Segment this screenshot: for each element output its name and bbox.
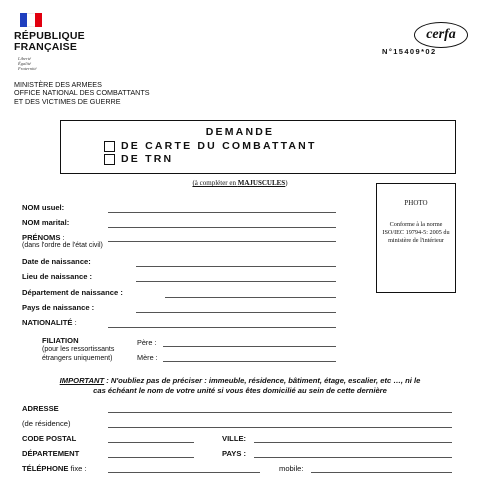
lieu-naissance-field[interactable] xyxy=(136,281,336,282)
telephone-mobile-field[interactable] xyxy=(311,472,452,473)
pere-field[interactable] xyxy=(163,346,336,347)
prenoms-field[interactable] xyxy=(108,241,336,242)
photo-description: Conforme à la norme ISO/IEC 19794-5: 2005 du ministère de l'intérieur xyxy=(382,221,450,245)
date-naissance-field[interactable] xyxy=(136,266,336,267)
ministry-line-3: ET DES VICTIMES DE GUERRE xyxy=(14,96,121,106)
departement-naissance-field[interactable] xyxy=(165,297,336,298)
adresse-field-2[interactable] xyxy=(108,427,452,428)
pere-label: Père : xyxy=(137,338,157,347)
important-text-2: cas échéant le nom de votre unité si vous êtes domicilié au sein de cette dernière xyxy=(93,385,387,395)
filiation-note-2: étrangers uniquement) xyxy=(42,355,113,362)
lieu-naissance-text: Lieu de naissance : xyxy=(22,272,93,281)
prenoms-note: (dans l'ordre de l'état civil) xyxy=(22,242,103,249)
telephone-fixe-field[interactable] xyxy=(108,472,260,473)
ville-field[interactable] xyxy=(254,442,452,443)
departement-naissance-label xyxy=(22,288,123,297)
republic-line-1: RÉPUBLIQUE xyxy=(14,30,85,42)
republic-line-2: FRANÇAISE xyxy=(14,41,78,53)
nom-marital-label xyxy=(22,218,69,227)
title-demande: DEMANDE xyxy=(205,126,275,138)
photo-title: PHOTO xyxy=(404,199,428,207)
option-trn[interactable] xyxy=(104,153,173,165)
adresse-field[interactable] xyxy=(108,412,452,413)
telephone-fixe-text: fixe : xyxy=(68,464,87,473)
nom-usuel-text: NOM usuel: xyxy=(22,203,65,212)
telephone-text: TÉLÉPHONE xyxy=(22,464,69,473)
mere-field[interactable] xyxy=(163,361,336,362)
filiation-text: FILIATION xyxy=(42,336,79,345)
ministry-line-2: OFFICE NATIONAL DES COMBATTANTS xyxy=(14,88,150,98)
fill-note-prefix: (à compléter en xyxy=(192,179,238,187)
nom-marital-field[interactable] xyxy=(108,227,336,228)
nationalite-colon: : xyxy=(72,318,77,327)
date-naissance-text: Date de naissance: xyxy=(22,257,91,266)
nationalite-text: NATIONALITÉ xyxy=(22,318,73,327)
nationalite-label xyxy=(22,318,77,327)
filiation-note-1: (pour les ressortissants xyxy=(42,346,115,353)
departement-text: DÉPARTEMENT xyxy=(22,449,80,458)
code-postal-label xyxy=(22,434,76,443)
residence-label: (de résidence) xyxy=(22,419,71,428)
prenoms-text: PRÉNOMS xyxy=(22,233,61,242)
prenoms-colon: : xyxy=(60,233,65,242)
code-postal-text: CODE POSTAL xyxy=(22,434,77,443)
republic-motto xyxy=(18,56,37,71)
adresse-label xyxy=(22,404,59,413)
checkbox-trn[interactable] xyxy=(104,154,115,165)
departement-field[interactable] xyxy=(108,457,194,458)
code-postal-field[interactable] xyxy=(108,442,194,443)
option-trn-label: DE TRN xyxy=(121,153,174,165)
cerfa-logo: cerfa xyxy=(414,22,468,48)
pays-naissance-text: Pays de naissance : xyxy=(22,303,95,312)
adresse-text: ADRESSE xyxy=(22,404,59,413)
important-note xyxy=(14,376,466,395)
mobile-label: mobile: xyxy=(279,464,304,473)
checkbox-carte-combattant[interactable] xyxy=(104,141,115,152)
ville-text: VILLE: xyxy=(222,434,247,443)
pays-field[interactable] xyxy=(254,457,452,458)
mere-label: Mère : xyxy=(137,353,158,362)
pays-naissance-field[interactable] xyxy=(136,312,336,313)
nom-usuel-label xyxy=(22,203,64,212)
filiation-label xyxy=(42,336,79,345)
motto-fraternite: Fraternité xyxy=(18,66,37,71)
option-carte-combattant[interactable] xyxy=(104,140,317,152)
ministry-line-1: MINISTÈRE DES ARMEES xyxy=(14,80,102,89)
option-carte-combattant-label: DE CARTE DU COMBATTANT xyxy=(121,140,317,152)
departement-naissance-text: Département de naissance : xyxy=(22,288,123,297)
fill-note-emphasis: MAJUSCULES xyxy=(237,179,286,187)
form-number: N°15409*02 xyxy=(382,47,437,56)
important-text-1: : N'oubliez pas de préciser : immeuble, résidence, bâtiment, étage, escalier, etc …, ni le xyxy=(104,376,421,385)
nationalite-field[interactable] xyxy=(108,327,336,328)
pays-text: PAYS : xyxy=(222,449,247,458)
ville-label xyxy=(222,434,246,443)
prenoms-label xyxy=(22,233,65,242)
republic-name xyxy=(14,31,85,53)
nom-marital-text: NOM marital: xyxy=(22,218,70,227)
french-flag-logo xyxy=(20,13,42,27)
telephone-label xyxy=(22,464,87,473)
motto-liberte: Liberté xyxy=(18,56,31,61)
important-line-1 xyxy=(14,376,466,386)
pays-naissance-label xyxy=(22,303,94,312)
pays-label xyxy=(222,449,246,458)
date-naissance-label xyxy=(22,257,91,266)
important-keyword: IMPORTANT xyxy=(59,376,105,385)
motto-egalite: Égalité xyxy=(18,61,31,66)
lieu-naissance-label xyxy=(22,272,92,281)
ministry-block xyxy=(14,81,150,106)
fill-note-suffix: ) xyxy=(285,179,288,187)
nom-usuel-field[interactable] xyxy=(108,212,336,213)
departement-label xyxy=(22,449,79,458)
